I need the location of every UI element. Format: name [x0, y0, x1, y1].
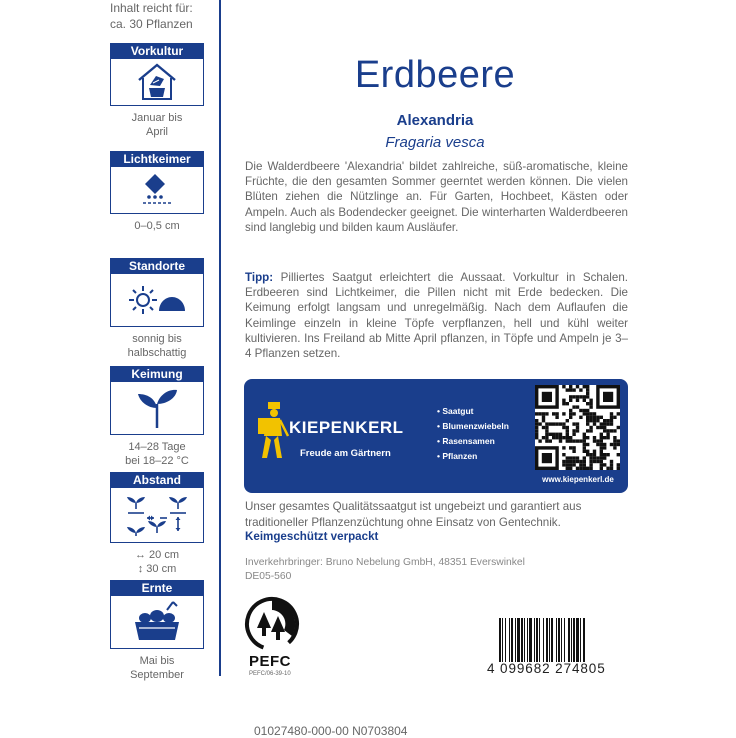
description-text: Die Walderdbeere 'Alexandria' bildet zahlreiche, süß-aromatische, kleine Früchte, die den gesamten Sommer geerntet werden können. Die vielen Blüten ziehen die Nützlinge an. Für Garten, Hochbeet, Kästen oder Ampeln. Auch als Bodendecker geeignet. Die winterharten Walderdbeeren sind langlebig und bilden kaum Ausläufer. [245, 160, 628, 234]
icon-block-vorkultur [110, 43, 204, 139]
contents-line-2: ca. 30 Pflanzen [110, 17, 193, 31]
icon-title-vorkultur: Vorkultur [110, 43, 204, 59]
icon-caption-lichtkeimer: 0–0,5 cm [134, 220, 180, 232]
qr-code[interactable] [535, 385, 620, 470]
keimgeschuetzt-label: Keimgeschützt verpackt [245, 530, 379, 543]
kiepenkerl-figure-logo-icon [256, 400, 290, 460]
pefc-code: PEFC/06-39-10 [249, 671, 291, 677]
contents-line-1: Inhalt reicht für: [110, 1, 193, 15]
distributor-line-2: DE05-560 [245, 570, 292, 582]
tip-label: Tipp: [245, 271, 274, 284]
pefc-label: PEFC [249, 653, 292, 670]
seed-on-soil-icon [135, 170, 179, 210]
product-line-seeds: • Saatgut [437, 406, 474, 416]
tip-paragraph [245, 270, 628, 361]
icon-block-abstand [110, 472, 204, 576]
icon-caption-abstand: ↔ 20 cm ↕ 30 cm [134, 549, 179, 575]
brand-slogan: Freude am Gärtnern [300, 448, 391, 459]
latin-name: Fragaria vesca [385, 134, 485, 151]
icon-title-ernte: Ernte [110, 580, 204, 596]
product-line-lawn: • Rasensamen [437, 436, 495, 446]
product-title: Erdbeere [354, 54, 516, 96]
spacing-icon [124, 493, 190, 537]
tip-text: Pilliertes Saatgut erleichtert die Aussaat. Vorkultur in Schalen. Erdbeeren sind Lichtkeimer, die Pillen nicht mit Erde bedecken. Die Keimung erfolgt langsam und unregelmäßig. Nach dem Auflaufen die Keimlinge einzeln in kleine Töpfe verpflanzen, hell und kühl weiter kultivieren. Ins Freiland ab Mitte April pflanzen, in Töpfe und Ampeln je 3–4 Pflanzen setzen. [245, 271, 628, 361]
icon-caption-ernte: Mai bis September [130, 655, 184, 681]
icon-title-lichtkeimer: Lichtkeimer [110, 151, 204, 167]
product-line-plants: • Pflanzen [437, 451, 478, 461]
product-line-bulbs: • Blumenzwiebeln [437, 421, 509, 431]
barcode-bars-icon [497, 618, 623, 662]
icon-block-ernte [110, 580, 204, 682]
qr-code-icon [535, 385, 620, 470]
article-code: 01027480-000-00 N0703804 [254, 724, 408, 738]
icon-block-standorte [110, 258, 204, 360]
icon-caption-vorkultur: Januar bis April [131, 112, 183, 138]
contents-info [110, 0, 220, 32]
icon-title-standorte: Standorte [110, 258, 204, 274]
pefc-logo-icon [244, 596, 300, 652]
variety-name: Alexandria [396, 112, 474, 129]
sprout-icon [132, 386, 182, 430]
barcode-number: 4 099682 274805 [487, 661, 606, 676]
quality-statement: Unser gesamtes Qualitätssaatgut ist ungebeizt und garantiert aus traditioneller Pflanzenzüchtung ohne Einsatz von Gentechnik. [245, 500, 582, 529]
sun-cloud-icon [127, 281, 187, 319]
distributor-line-1: Inverkehrbringer: Bruno Nebelung GmbH, 48351 Everswinkel [245, 557, 525, 568]
website-link[interactable]: www.kiepenkerl.de [542, 475, 614, 484]
icon-block-keimung [110, 366, 204, 468]
icon-caption-standorte: sonnig bis halbschattig [127, 333, 187, 359]
seedling-house-icon [135, 62, 179, 102]
icon-title-keimung: Keimung [110, 366, 204, 382]
column-divider [219, 0, 221, 676]
distributor-info [245, 556, 525, 583]
brand-name: KIEPENKERL [289, 418, 404, 437]
harvest-basket-icon [127, 600, 187, 644]
icon-title-abstand: Abstand [110, 472, 204, 488]
icon-caption-keimung: 14–28 Tage bei 18–22 °C [125, 441, 189, 467]
icon-block-lichtkeimer [110, 151, 204, 233]
